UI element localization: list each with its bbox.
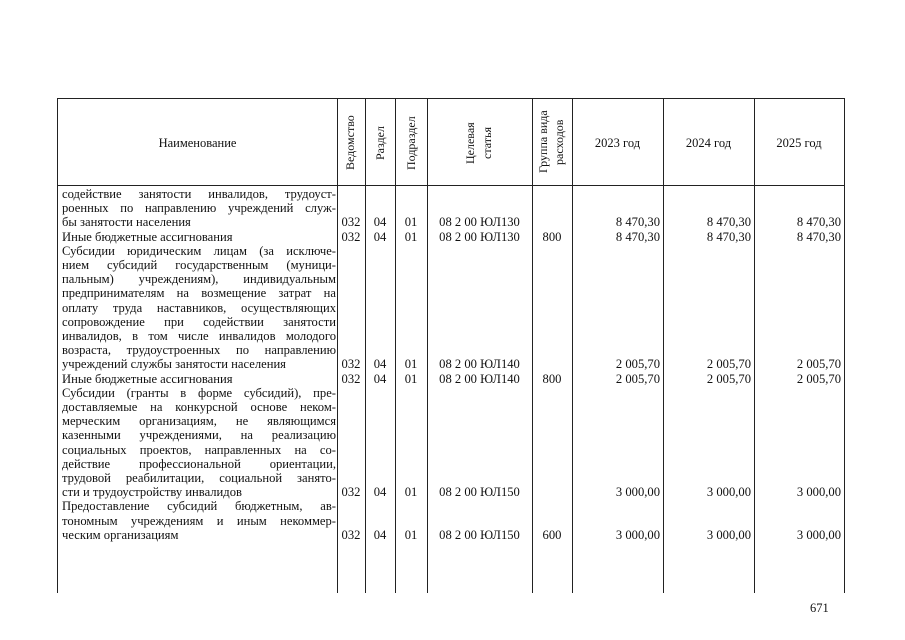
cell-podrazdel: 01 [404,527,418,542]
row-name-line: возраста, трудоустроенных по направлению [62,343,336,358]
cell-celevaya: 08 2 00 ЮЛ150 [439,485,520,500]
cell-razdel: 04 [373,357,387,372]
header-2025: 2025 год [776,136,822,150]
cell-y2024: 2 005,70 [706,357,751,372]
cell-y2023: 8 470,30 [615,229,660,244]
col-divider [365,99,366,593]
cell-y2025: 8 470,30 [796,215,841,230]
row-name-line: доставляемые на конкурсной основе неком- [62,400,336,414]
cell-celevaya: 08 2 00 ЮЛ140 [439,371,520,386]
row-name-line: предпринимателям на возмещение затрат на [62,286,336,301]
cell-y2024: 8 470,30 [706,215,751,230]
cell-y2024: 3 000,00 [706,485,751,500]
cell-celevaya: 08 2 00 ЮЛ150 [439,527,520,542]
header-celevaya-2: статья [480,127,494,159]
cell-ved: 032 [341,485,361,500]
cell-y2023: 2 005,70 [615,371,660,386]
col-divider [337,99,338,593]
row-name-line: пальным) учреждениям), индивидуальным [62,272,336,287]
cell-ved: 032 [341,215,361,230]
row-name-line: мерческим организациям, не являющимся [62,414,336,429]
row-name-line: роенных по направлению учреждений служ- [62,201,336,216]
col-divider [427,99,428,593]
row-name-line: действие профессиональной ориентации, [62,456,336,471]
header-name: Наименование [158,136,237,150]
cell-ved: 032 [341,357,361,372]
cell-y2025: 3 000,00 [796,485,841,500]
col-divider [572,99,573,593]
cell-razdel: 04 [373,215,387,230]
row-name-line: казенными учреждениями, на реализацию [62,428,336,443]
cell-y2024: 8 470,30 [706,229,751,244]
cell-razdel: 04 [373,371,387,386]
cell-gruppa: 800 [542,371,562,386]
row-name-line: трудовой реабилитации, социальной занято- [62,471,336,485]
header-celevaya-1: Целевая [463,122,477,164]
cell-y2023: 2 005,70 [615,357,660,372]
cell-gruppa: 600 [542,527,562,542]
cell-y2023: 3 000,00 [615,527,660,542]
cell-gruppa: 800 [542,229,562,244]
row-name-line: социальных проектов, направленных на со- [62,442,336,457]
row-name-line: сопровождение при содействии занятости [62,314,336,329]
cell-razdel: 04 [373,485,387,500]
header-podrazdel: Подраздел [404,116,418,170]
header-2024: 2024 год [685,136,732,150]
col-divider [395,99,396,593]
cell-celevaya: 08 2 00 ЮЛ130 [439,229,520,244]
header-gruppa-2: расходов [552,119,566,165]
cell-podrazdel: 01 [404,215,418,230]
cell-y2025: 2 005,70 [796,357,841,372]
header-vedomstvo: Ведомство [343,115,357,171]
page-number: 671 [810,601,829,615]
cell-y2023: 3 000,00 [615,485,660,500]
row-name-line: оплату труда наставников, осуществляющих [62,300,336,315]
row-name-line: содействие занятости инвалидов, трудоуст- [62,187,336,201]
cell-podrazdel: 01 [404,357,418,372]
cell-y2023: 8 470,30 [615,215,660,230]
row-name-line: Иные бюджетные ассигнования [62,371,233,386]
cell-y2025: 8 470,30 [796,229,841,244]
cell-podrazdel: 01 [404,371,418,386]
cell-podrazdel: 01 [404,229,418,244]
row-name-line: ческим организациям [62,527,179,542]
cell-podrazdel: 01 [404,485,418,500]
header-divider [58,185,844,186]
row-name-line: Предоставление субсидий бюджетным, ав- [62,499,336,514]
cell-celevaya: 08 2 00 ЮЛ140 [439,357,520,372]
cell-y2024: 3 000,00 [706,527,751,542]
header-razdel: Раздел [373,126,387,160]
col-divider [532,99,533,593]
cell-razdel: 04 [373,527,387,542]
cell-razdel: 04 [373,229,387,244]
cell-y2025: 2 005,70 [796,371,841,386]
header-2023: 2023 год [594,136,641,150]
cell-y2024: 2 005,70 [706,371,751,386]
col-divider [663,99,664,593]
row-name-line: сти и трудоустройству инвалидов [62,485,242,500]
header-gruppa-1: Группа вида [536,110,550,174]
cell-ved: 032 [341,229,361,244]
row-name-line: Иные бюджетные ассигнования [62,229,233,244]
row-name-line: бы занятости населения [62,215,191,230]
row-name-line: инвалидов, в том числе инвалидов молодого [62,329,336,343]
cell-celevaya: 08 2 00 ЮЛ130 [439,215,520,230]
budget-table [57,98,845,593]
cell-ved: 032 [341,371,361,386]
row-name-line: учреждений службы занятости населения [62,357,286,372]
col-divider [754,99,755,593]
cell-y2025: 3 000,00 [796,527,841,542]
row-name-line: нием субсидий государственным (муници- [62,258,336,272]
row-name-line: Субсидии (гранты в форме субсидий), пре- [62,385,336,400]
row-name-line: Субсидии юридическим лицам (за исключе- [62,243,336,258]
cell-ved: 032 [341,527,361,542]
row-name-line: тономным учреждениям и иным некоммер- [62,513,336,528]
